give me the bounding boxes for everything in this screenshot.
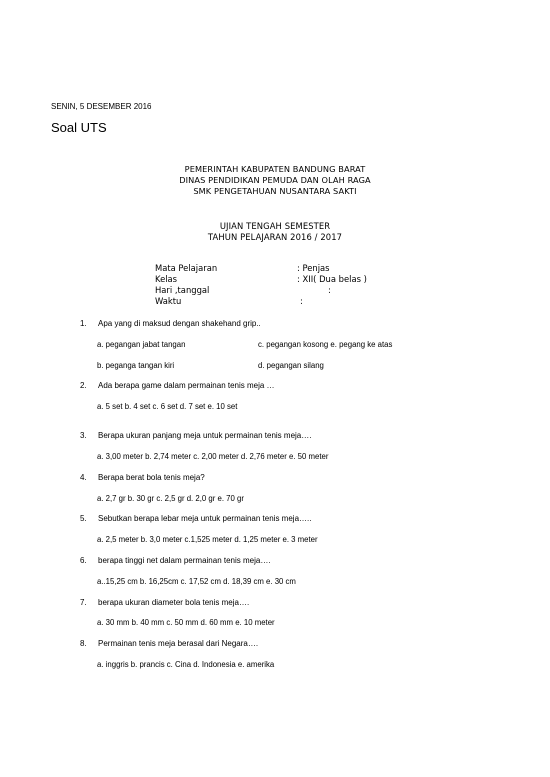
document-date: SENIN, 5 DESEMBER 2016	[51, 102, 152, 111]
question-number: 7.	[80, 598, 87, 607]
answer-options-line: a. 2,7 gr b. 30 gr c. 2,5 gr d. 2,0 gr e. 70 gr	[97, 494, 244, 503]
answer-option: b. peganga tangan kiri	[97, 361, 175, 370]
answer-options-line: a. 2,5 meter b. 3,0 meter c.1,525 meter d. 1,25 meter e. 3 meter	[97, 535, 318, 544]
answer-option: c. pegangan kosong e. pegang ke atas	[258, 340, 393, 349]
question-text: Apa yang di maksud dengan shakehand grip..	[98, 319, 261, 328]
question-text: Sebutkan berapa lebar meja untuk permainan tenis meja…..	[98, 514, 312, 523]
exam-title: UJIAN TENGAH SEMESTER	[219, 221, 331, 231]
header-line-school: SMK PENGETAHUAN NUSANTARA SAKTI	[193, 186, 357, 196]
question-number: 8.	[80, 639, 87, 648]
question-text: Berapa berat bola tenis meja?	[98, 473, 205, 482]
answer-options-line: a. 5 set b. 4 set c. 6 set d. 7 set e. 10 set	[97, 402, 238, 411]
document-title: Soal UTS	[51, 120, 107, 135]
question-text: Berapa ukuran panjang meja untuk permainan tenis meja….	[98, 431, 312, 440]
info-value-class: : XII( Dua belas )	[297, 274, 367, 284]
info-label-subject: Mata Pelajaran	[155, 263, 218, 273]
question-text: Ada berapa game dalam permainan tenis meja …	[98, 381, 275, 390]
info-value-day-date: :	[328, 285, 331, 295]
info-label-day-date: Hari ,tanggal	[155, 285, 210, 295]
question-text: berapa ukuran diameter bola tenis meja….	[98, 598, 250, 607]
header-line-department: DINAS PENDIDIKAN PEMUDA DAN OLAH RAGA	[179, 175, 371, 185]
answer-options-line: a. 3,00 meter b. 2,74 meter c. 2,00 meter d. 2,76 meter e. 50 meter	[97, 452, 329, 461]
info-value-subject: : Penjas	[297, 263, 330, 273]
header-line-government: PEMERINTAH KABUPATEN BANDUNG BARAT	[184, 164, 366, 174]
question-number: 6.	[80, 556, 87, 565]
question-text: Permainan tenis meja berasal dari Negara….	[98, 639, 259, 648]
answer-option: a. pegangan jabat tangan	[97, 340, 186, 349]
question-number: 5.	[80, 514, 87, 523]
exam-year: TAHUN PELAJARAN 2016 / 2017	[207, 232, 343, 242]
answer-options-line: a. inggris b. prancis c. Cina d. Indonesia e. amerika	[97, 660, 275, 669]
answer-options-line: a..15,25 cm b. 16,25cm c. 17,52 cm d. 18,39 cm e. 30 cm	[97, 577, 296, 586]
question-text: berapa tinggi net dalam permainan tenis meja….	[98, 556, 271, 565]
answer-option: d. pegangan silang	[258, 361, 324, 370]
answer-options-line: a. 30 mm b. 40 mm c. 50 mm d. 60 mm e. 10 meter	[97, 618, 275, 627]
info-label-time: Waktu	[155, 296, 182, 306]
question-number: 1.	[80, 319, 87, 328]
info-value-time: :	[300, 296, 303, 306]
question-number: 4.	[80, 473, 87, 482]
question-number: 2.	[80, 381, 87, 390]
info-label-class: Kelas	[155, 274, 178, 284]
question-number: 3.	[80, 431, 87, 440]
